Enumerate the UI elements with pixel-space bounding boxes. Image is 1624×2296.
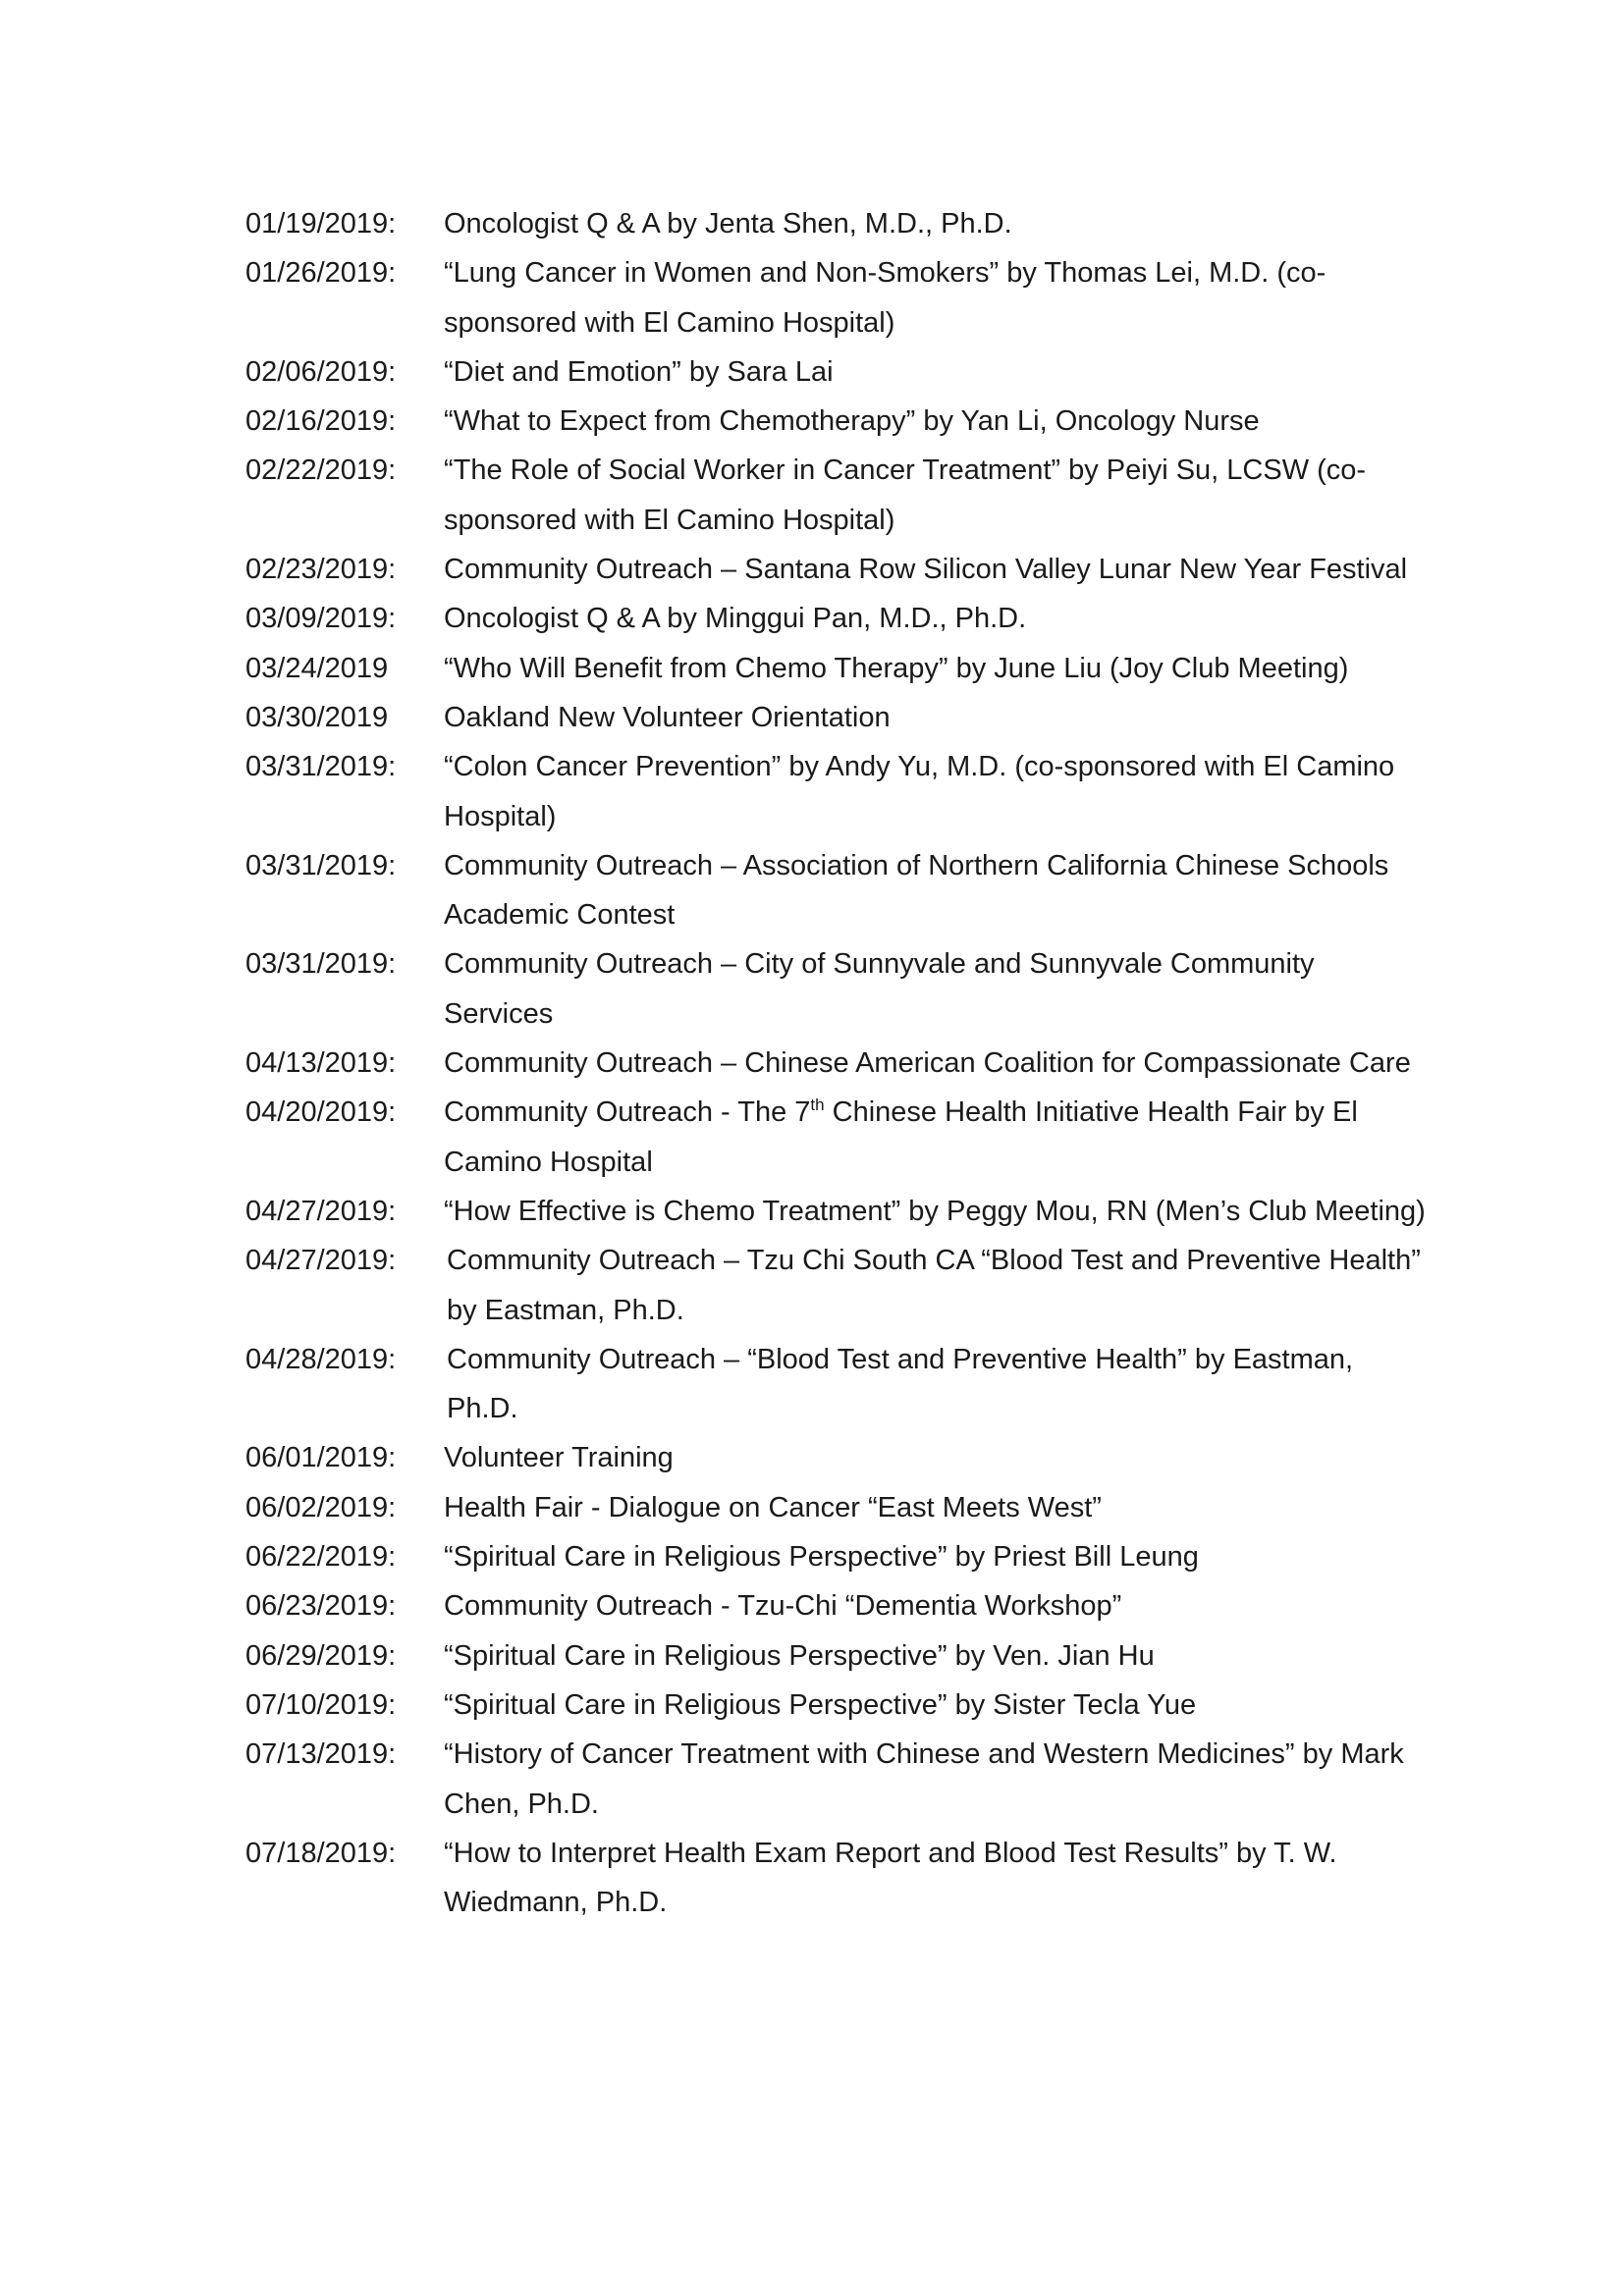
event-date: 07/10/2019:	[245, 1688, 397, 1721]
event-row	[245, 1631, 1424, 1681]
event-row	[245, 1532, 1424, 1581]
event-date: 06/29/2019:	[245, 1639, 397, 1672]
event-row	[245, 199, 1424, 248]
event-row	[245, 1433, 1424, 1482]
event-row	[245, 594, 1424, 643]
event-description: Volunteer Training	[444, 1442, 674, 1474]
event-row	[245, 545, 1424, 594]
event-date: 02/16/2019:	[245, 405, 397, 438]
event-date: 03/31/2019:	[245, 948, 397, 981]
event-description-part: Community Outreach - The 7	[444, 1096, 811, 1129]
event-date: 04/20/2019:	[245, 1096, 397, 1129]
event-date: 02/23/2019:	[245, 554, 397, 586]
event-row	[245, 1730, 1424, 1829]
event-description-part: Chinese Health Initiative Health Fair by El Camino Hospital	[444, 1096, 1358, 1178]
event-date: 03/24/2019	[245, 652, 389, 684]
event-description: “How to Interpret Health Exam Report and Blood Test Results” by T. W. Wiedmann, Ph.D.	[444, 1837, 1337, 1919]
event-date: 06/22/2019:	[245, 1541, 397, 1574]
event-date: 04/27/2019:	[245, 1245, 397, 1277]
event-date: 03/30/2019	[245, 701, 389, 733]
event-description: Health Fair - Dialogue on Cancer “East Meets West”	[444, 1491, 1102, 1523]
event-row	[245, 248, 1424, 347]
event-row	[245, 742, 1424, 841]
event-date: 01/26/2019:	[245, 257, 397, 290]
event-row	[245, 446, 1424, 545]
event-description: Community Outreach – City of Sunnyvale and Sunnyvale Community Services	[444, 948, 1315, 1030]
event-list	[245, 199, 1424, 1927]
event-date: 06/02/2019:	[245, 1491, 397, 1523]
event-description: Community Outreach – Chinese American Coalition for Compassionate Care	[444, 1047, 1411, 1080]
ordinal-suffix: th	[810, 1095, 825, 1115]
event-description: “Colon Cancer Prevention” by Andy Yu, M.D. (co-sponsored with El Camino Hospital)	[444, 751, 1395, 832]
event-description: “Lung Cancer in Women and Non-Smokers” by Thomas Lei, M.D. (co-sponsored with El Camino Hospital)	[444, 257, 1326, 339]
event-description: Oakland New Volunteer Orientation	[444, 701, 891, 733]
event-description: “Spiritual Care in Religious Perspective” by Sister Tecla Yue	[444, 1688, 1197, 1721]
event-description: “History of Cancer Treatment with Chinese and Western Medicines” by Mark Chen, Ph.D.	[444, 1738, 1404, 1820]
event-row	[245, 1039, 1424, 1088]
event-description: Oncologist Q & A by Jenta Shen, M.D., Ph.D.	[444, 208, 1012, 240]
event-description: “The Role of Social Worker in Cancer Treatment” by Peiyi Su, LCSW (co-sponsored with El Camino Hospital)	[444, 454, 1367, 536]
event-date: 04/13/2019:	[245, 1047, 397, 1080]
event-date: 04/28/2019:	[245, 1343, 397, 1375]
event-row	[245, 841, 1424, 940]
event-row	[245, 939, 1424, 1039]
event-row	[245, 1335, 1424, 1434]
event-row	[245, 1088, 1424, 1187]
event-date: 01/19/2019:	[245, 208, 397, 240]
event-description: Community Outreach - Tzu-Chi “Dementia Workshop”	[444, 1590, 1122, 1623]
event-date: 02/22/2019:	[245, 454, 397, 487]
event-row	[245, 1483, 1424, 1532]
event-date: 03/09/2019:	[245, 603, 397, 635]
event-description: “How Effective is Chemo Treatment” by Peggy Mou, RN (Men’s Club Meeting)	[444, 1195, 1426, 1227]
event-description: Community Outreach – Santana Row Silicon Valley Lunar New Year Festival	[444, 554, 1408, 586]
event-row	[245, 397, 1424, 446]
event-description: “Spiritual Care in Religious Perspective” by Ven. Jian Hu	[444, 1639, 1155, 1672]
event-description: “Diet and Emotion” by Sara Lai	[444, 355, 834, 388]
event-date: 06/01/2019:	[245, 1442, 397, 1474]
event-description: “Spiritual Care in Religious Perspective” by Priest Bill Leung	[444, 1541, 1199, 1574]
event-date: 03/31/2019:	[245, 751, 397, 783]
event-date: 02/06/2019:	[245, 355, 397, 388]
event-row	[245, 1581, 1424, 1630]
event-date: 07/13/2019:	[245, 1738, 397, 1771]
event-description: “What to Expect from Chemotherapy” by Yan Li, Oncology Nurse	[444, 405, 1260, 438]
event-description: Community Outreach – Tzu Chi South CA “Blood Test and Preventive Health” by Eastman, Ph.D.	[447, 1245, 1421, 1326]
event-row	[245, 347, 1424, 397]
event-description: Community Outreach – Association of Northern California Chinese Schools Academic Contest	[444, 849, 1389, 932]
event-row	[245, 1829, 1424, 1928]
event-date: 03/31/2019:	[245, 849, 397, 881]
event-description: Community Outreach – “Blood Test and Preventive Health” by Eastman, Ph.D.	[447, 1343, 1354, 1425]
event-description: Oncologist Q & A by Minggui Pan, M.D., Ph.D.	[444, 603, 1027, 635]
event-description	[444, 1088, 1426, 1187]
event-row	[245, 1187, 1424, 1236]
event-description: “Who Will Benefit from Chemo Therapy” by June Liu (Joy Club Meeting)	[444, 652, 1349, 684]
event-row	[245, 1236, 1424, 1335]
event-date: 07/18/2019:	[245, 1837, 397, 1869]
event-date: 04/27/2019:	[245, 1195, 397, 1227]
event-row	[245, 644, 1424, 693]
event-row	[245, 1681, 1424, 1730]
event-date: 06/23/2019:	[245, 1590, 397, 1623]
event-row	[245, 693, 1424, 742]
